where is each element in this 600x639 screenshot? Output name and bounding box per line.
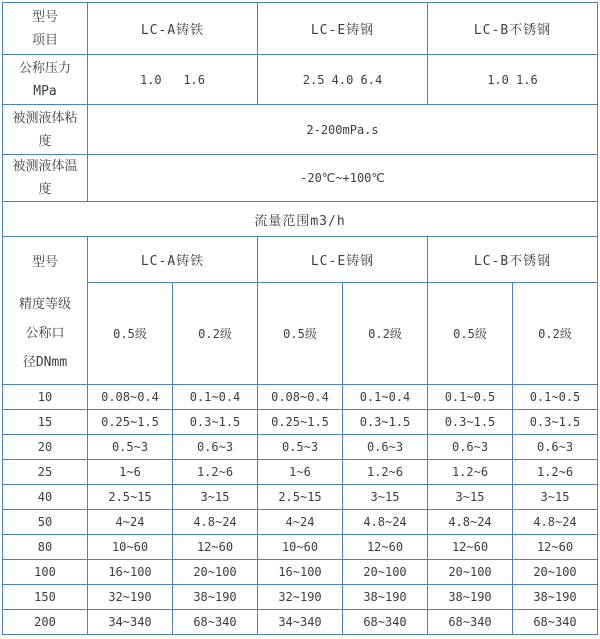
flow-range-cell: 2.5~15 <box>258 485 343 510</box>
pressure-row <box>3 55 598 105</box>
flow-range-cell: 32~190 <box>88 585 173 610</box>
flow-range-cell: 0.6~3 <box>428 435 513 460</box>
dn-data-row <box>3 460 598 485</box>
flow-left-header-cell <box>3 237 88 385</box>
flow-range-cell: 20~100 <box>173 560 258 585</box>
flow-model-header-lca: LC-A铸铁 <box>88 237 258 283</box>
flow-range-cell: 20~100 <box>343 560 428 585</box>
flow-left-top-label: 型号 <box>31 255 58 270</box>
flow-range-cell: 0.3~1.5 <box>343 410 428 435</box>
grade-cell: 0.5级 <box>88 283 173 385</box>
dn-cell: 150 <box>3 585 88 610</box>
flow-range-cell: 12~60 <box>173 535 258 560</box>
flow-range-cell: 12~60 <box>513 535 598 560</box>
flow-range-cell: 38~190 <box>428 585 513 610</box>
model-header-row <box>3 3 598 55</box>
dn-data-row <box>3 585 598 610</box>
dn-data-row <box>3 410 598 435</box>
flow-range-cell: 2.5~15 <box>88 485 173 510</box>
viscosity-value: 2-200mPa.s <box>88 105 598 155</box>
flow-range-cell: 0.6~3 <box>513 435 598 460</box>
dn-data-row <box>3 435 598 460</box>
flow-range-cell: 0.3~1.5 <box>173 410 258 435</box>
flow-range-cell: 16~100 <box>258 560 343 585</box>
dn-cell: 25 <box>3 460 88 485</box>
flow-range-cell: 10~60 <box>258 535 343 560</box>
flow-range-cell: 3~15 <box>173 485 258 510</box>
flow-range-cell: 1.2~6 <box>513 460 598 485</box>
model-header-lca: LC-A铸铁 <box>88 3 258 55</box>
flow-range-cell: 3~15 <box>343 485 428 510</box>
dn-cell: 20 <box>3 435 88 460</box>
flow-range-cell: 38~190 <box>343 585 428 610</box>
flow-range-cell: 1~6 <box>258 460 343 485</box>
flow-range-cell: 12~60 <box>343 535 428 560</box>
flow-range-cell: 1.2~6 <box>428 460 513 485</box>
flow-range-cell: 0.6~3 <box>343 435 428 460</box>
pressure-label-line1: 公称压力 <box>18 60 71 76</box>
pressure-value-lce: 2.5 4.0 6.4 <box>258 55 428 105</box>
viscosity-label-line1: 被测液体粘 <box>12 110 78 126</box>
flow-range-cell: 12~60 <box>428 535 513 560</box>
flow-range-cell: 0.1~0.5 <box>513 385 598 410</box>
grade-cell: 0.2级 <box>173 283 258 385</box>
flow-range-cell: 4.8~24 <box>173 510 258 535</box>
flow-range-cell: 4~24 <box>88 510 173 535</box>
corner-line2: 项目 <box>31 32 58 48</box>
dn-cell: 100 <box>3 560 88 585</box>
model-header-lcb: LC-B不锈钢 <box>428 3 598 55</box>
dn-data-row <box>3 385 598 410</box>
dn-cell: 200 <box>3 610 88 635</box>
flow-range-title-row <box>3 202 598 237</box>
temperature-label-line2: 度 <box>38 182 52 197</box>
viscosity-label-line2: 度 <box>38 133 52 149</box>
flow-range-cell: 4.8~24 <box>513 510 598 535</box>
flow-model-header-lce: LC-E铸钢 <box>258 237 428 283</box>
pressure-value-lcb: 1.0 1.6 <box>428 55 598 105</box>
pressure-label-cell <box>3 55 88 105</box>
flow-range-cell: 32~190 <box>258 585 343 610</box>
flow-range-cell: 20~100 <box>513 560 598 585</box>
flow-range-cell: 0.25~1.5 <box>258 410 343 435</box>
flow-range-cell: 0.1~0.5 <box>428 385 513 410</box>
flow-model-header-row <box>3 237 598 283</box>
temperature-row <box>3 155 598 202</box>
flow-range-cell: 4.8~24 <box>428 510 513 535</box>
flow-range-cell: 68~340 <box>428 610 513 635</box>
corner-cell <box>3 3 88 55</box>
dn-cell: 10 <box>3 385 88 410</box>
pressure-label-line2: MPa <box>33 83 57 99</box>
flow-range-cell: 38~190 <box>513 585 598 610</box>
dn-data-row <box>3 510 598 535</box>
corner-line1: 型号 <box>31 9 58 25</box>
flow-range-cell: 4~24 <box>258 510 343 535</box>
flow-range-cell: 1~6 <box>88 460 173 485</box>
flow-range-cell: 20~100 <box>428 560 513 585</box>
grade-header-row <box>3 283 598 385</box>
flow-range-cell: 68~340 <box>513 610 598 635</box>
dn-cell: 80 <box>3 535 88 560</box>
viscosity-row <box>3 105 598 155</box>
flow-range-cell: 34~340 <box>88 610 173 635</box>
flow-range-cell: 38~190 <box>173 585 258 610</box>
flow-range-cell: 68~340 <box>343 610 428 635</box>
flow-range-cell: 0.08~0.4 <box>258 385 343 410</box>
grade-cell: 0.2级 <box>343 283 428 385</box>
flow-range-cell: 0.25~1.5 <box>88 410 173 435</box>
flow-range-cell: 0.5~3 <box>258 435 343 460</box>
dn-cell: 50 <box>3 510 88 535</box>
flow-range-cell: 0.1~0.4 <box>173 385 258 410</box>
dn-data-row <box>3 610 598 635</box>
flow-left-line2: 公称口 <box>25 326 65 341</box>
flow-left-lines <box>3 284 87 384</box>
flow-range-cell: 1.2~6 <box>343 460 428 485</box>
flow-range-cell: 0.1~0.4 <box>343 385 428 410</box>
viscosity-label-cell <box>3 105 88 155</box>
flow-range-cell: 0.08~0.4 <box>88 385 173 410</box>
flow-left-line1: 精度等级 <box>18 297 71 312</box>
temperature-label-cell <box>3 155 88 202</box>
flow-range-cell: 3~15 <box>513 485 598 510</box>
flow-range-cell: 3~15 <box>428 485 513 510</box>
grade-cell: 0.5级 <box>428 283 513 385</box>
flow-range-cell: 0.5~3 <box>88 435 173 460</box>
flowmeter-spec-table <box>2 2 598 635</box>
flow-range-cell: 0.3~1.5 <box>513 410 598 435</box>
temperature-value: -20℃~+100℃ <box>88 155 598 202</box>
flow-range-cell: 16~100 <box>88 560 173 585</box>
flow-range-cell: 4.8~24 <box>343 510 428 535</box>
flow-range-cell: 0.3~1.5 <box>428 410 513 435</box>
grade-cell: 0.2级 <box>513 283 598 385</box>
model-header-lce: LC-E铸钢 <box>258 3 428 55</box>
dn-cell: 40 <box>3 485 88 510</box>
flow-model-header-lcb: LC-B不锈钢 <box>428 237 598 283</box>
flow-range-cell: 34~340 <box>258 610 343 635</box>
flow-range-cell: 68~340 <box>173 610 258 635</box>
dn-cell: 15 <box>3 410 88 435</box>
temperature-label-line1: 被测液体温 <box>12 159 78 174</box>
flow-range-title: 流量范围m3/h <box>3 202 598 237</box>
dn-data-row <box>3 535 598 560</box>
grade-cell: 0.5级 <box>258 283 343 385</box>
flow-left-line3: 径DNmm <box>22 355 68 370</box>
flow-range-cell: 10~60 <box>88 535 173 560</box>
dn-data-row <box>3 560 598 585</box>
flow-range-cell: 1.2~6 <box>173 460 258 485</box>
flow-range-cell: 0.6~3 <box>173 435 258 460</box>
pressure-value-lca: 1.0 1.6 <box>88 55 258 105</box>
dn-data-row <box>3 485 598 510</box>
